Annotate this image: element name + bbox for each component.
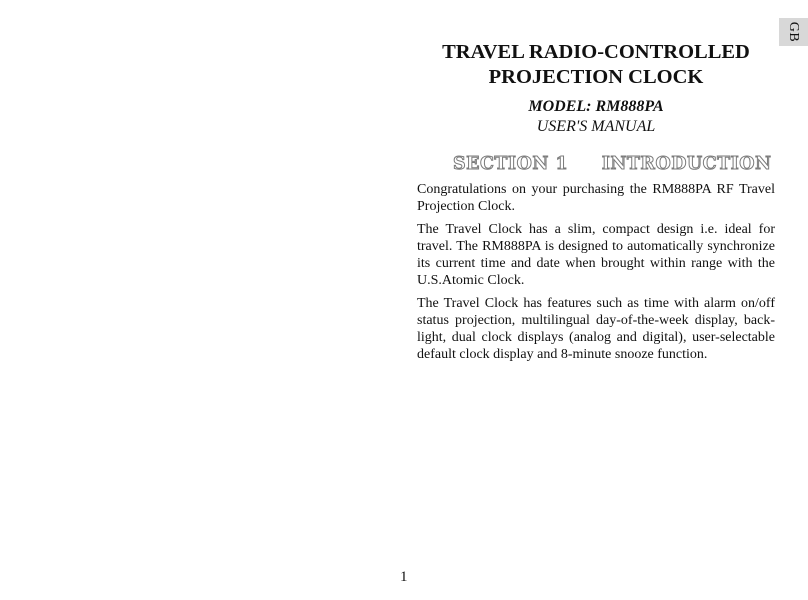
page-number: 1 <box>400 569 408 585</box>
paragraph-3: The Travel Clock has features such as time with alarm on/off status projection, multilingual day-of-the-week display, back-light, dual clock displays (analog and digital), user-selectable default clock display and 8-minute snooze function. <box>417 296 775 362</box>
title-line-1: TRAVEL RADIO-CONTROLLED <box>442 41 750 63</box>
manual-subtitle: USER'S MANUAL <box>536 118 656 135</box>
language-tab-label: GB <box>786 21 802 43</box>
manual-page <box>417 40 775 362</box>
section-heading <box>453 154 772 174</box>
section-title: INTRODUCTION <box>601 154 772 174</box>
paragraph-1: Congratulations on your purchasing the RM888PA RF Travel Projection Clock. <box>417 182 775 214</box>
introduction-body <box>417 181 775 369</box>
section-number: SECTION 1 <box>453 154 569 174</box>
title-line-2: PROJECTION CLOCK <box>488 66 704 88</box>
paragraph-2: The Travel Clock has a slim, compact design i.e. ideal for travel. The RM888PA is designed to automatically synchronize its current time and date when brought within range with the U.S.Atomic Clock. <box>417 222 775 288</box>
model-name: MODEL: RM888PA <box>528 98 664 115</box>
language-tab <box>779 18 808 46</box>
